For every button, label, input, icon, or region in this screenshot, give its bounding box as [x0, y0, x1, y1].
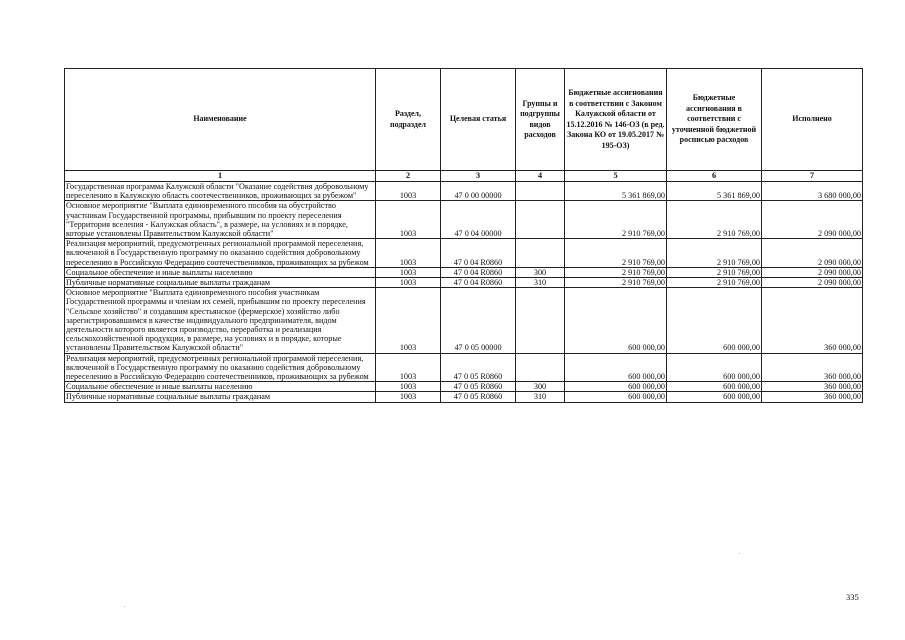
column-number: 4	[516, 171, 565, 182]
scan-speck	[739, 553, 740, 554]
row-target-article: 47 0 04 R0860	[441, 278, 516, 288]
page-number: 335	[846, 592, 859, 602]
row-name: Социальное обеспечение и иные выплаты населению	[65, 382, 376, 392]
row-executed: 360 000,00	[762, 392, 863, 402]
row-name: Государственная программа Калужской области "Оказание содействия добровольному переселению в Калужскую область соотечественников, проживающих за рубежом"	[65, 182, 376, 201]
row-executed: 2 090 000,00	[762, 278, 863, 288]
scan-speck	[124, 606, 125, 607]
row-expense-group: 310	[516, 392, 565, 402]
row-target-article: 47 0 05 R0860	[441, 353, 516, 382]
header-budget-refined: Бюджетные ассигнования в соответствии с уточненной бюджетной росписью расходов	[667, 69, 762, 171]
row-budget-refined: 600 000,00	[667, 288, 762, 353]
column-number: 2	[376, 171, 441, 182]
row-section: 1003	[376, 288, 441, 353]
row-section: 1003	[376, 201, 441, 239]
row-name: Публичные нормативные социальные выплаты гражданам	[65, 392, 376, 402]
row-expense-group: 300	[516, 267, 565, 277]
budget-table	[64, 68, 863, 403]
row-budget-refined: 2 910 769,00	[667, 267, 762, 277]
table-row	[65, 353, 863, 382]
table-row	[65, 392, 863, 402]
row-section: 1003	[376, 392, 441, 402]
row-name: Основное мероприятие "Выплата единовременного пособия на обустройство участникам Государственной программы, прибывшим по проекту переселения "Территория вселения - Калужская область", в размере, на условиях и в порядке, которые установлены Правительством Калужской области"	[65, 201, 376, 239]
table-row	[65, 239, 863, 268]
column-number: 1	[65, 171, 376, 182]
row-target-article: 47 0 04 R0860	[441, 239, 516, 268]
row-budget-law: 5 361 869,00	[565, 182, 667, 201]
header-row	[65, 69, 863, 171]
table-row	[65, 182, 863, 201]
row-expense-group	[516, 239, 565, 268]
row-expense-group	[516, 201, 565, 239]
column-number-row	[65, 171, 863, 182]
row-name: Публичные нормативные социальные выплаты гражданам	[65, 278, 376, 288]
row-target-article: 47 0 05 R0860	[441, 382, 516, 392]
row-budget-refined: 600 000,00	[667, 392, 762, 402]
column-number: 7	[762, 171, 863, 182]
row-expense-group: 300	[516, 382, 565, 392]
row-name: Социальное обеспечение и иные выплаты населению	[65, 267, 376, 277]
table-row	[65, 267, 863, 277]
header-budget-law: Бюджетные ассигнования в соответствии с Законом Калужской области от 15.12.2016 № 146-ОЗ (в ред. Закона КО от 19.05.2017 № 195-ОЗ)	[565, 69, 667, 171]
row-budget-law: 2 910 769,00	[565, 239, 667, 268]
row-section: 1003	[376, 353, 441, 382]
row-executed: 360 000,00	[762, 353, 863, 382]
row-expense-group: 310	[516, 278, 565, 288]
row-budget-law: 2 910 769,00	[565, 201, 667, 239]
row-target-article: 47 0 05 00000	[441, 288, 516, 353]
row-budget-refined: 2 910 769,00	[667, 239, 762, 268]
row-budget-refined: 600 000,00	[667, 353, 762, 382]
row-name: Реализация мероприятий, предусмотренных региональной программой переселения, включенной в Государственную программу по оказанию содействия добровольному переселению в Российскую Федерацию соотечественников, проживающих за рубежом	[65, 239, 376, 268]
row-executed: 2 090 000,00	[762, 267, 863, 277]
row-section: 1003	[376, 267, 441, 277]
table-row	[65, 288, 863, 353]
row-executed: 3 680 000,00	[762, 182, 863, 201]
row-budget-law: 600 000,00	[565, 392, 667, 402]
row-budget-law: 600 000,00	[565, 288, 667, 353]
row-budget-law: 2 910 769,00	[565, 267, 667, 277]
header-target-article: Целевая статья	[441, 69, 516, 171]
table-row	[65, 382, 863, 392]
header-name: Наименование	[65, 69, 376, 171]
row-section: 1003	[376, 239, 441, 268]
row-section: 1003	[376, 182, 441, 201]
row-executed: 2 090 000,00	[762, 239, 863, 268]
column-number: 6	[667, 171, 762, 182]
row-budget-refined: 5 361 869,00	[667, 182, 762, 201]
row-executed: 2 090 000,00	[762, 201, 863, 239]
row-target-article: 47 0 00 00000	[441, 182, 516, 201]
table-row	[65, 278, 863, 288]
row-target-article: 47 0 04 R0860	[441, 267, 516, 277]
header-section: Раздел, подраздел	[376, 69, 441, 171]
row-target-article: 47 0 05 R0860	[441, 392, 516, 402]
row-budget-law: 600 000,00	[565, 353, 667, 382]
row-budget-refined: 600 000,00	[667, 382, 762, 392]
row-name: Основное мероприятие "Выплата единовременного пособия участникам Государственной программы и членам их семей, прибывшим по проекту переселения "Сельское хозяйство" и создавшим крестьянское (фермерское) хозяйство либо зарегистрировавшимся в качестве индивидуального предпринимателя, видом деятельности которого является производство, переработка и реализация сельскохозяйственной продукции, в размере, на условиях и в порядке, которые установлены Правительством Калужской области"	[65, 288, 376, 353]
column-number: 5	[565, 171, 667, 182]
header-executed: Исполнено	[762, 69, 863, 171]
row-section: 1003	[376, 382, 441, 392]
table-body	[65, 182, 863, 403]
row-executed: 360 000,00	[762, 382, 863, 392]
row-target-article: 47 0 04 00000	[441, 201, 516, 239]
row-executed: 360 000,00	[762, 288, 863, 353]
header-expense-group: Группы и подгруппы видов расходов	[516, 69, 565, 171]
column-number: 3	[441, 171, 516, 182]
row-budget-law: 600 000,00	[565, 382, 667, 392]
table-row	[65, 201, 863, 239]
row-expense-group	[516, 288, 565, 353]
row-budget-refined: 2 910 769,00	[667, 201, 762, 239]
row-expense-group	[516, 353, 565, 382]
row-budget-law: 2 910 769,00	[565, 278, 667, 288]
row-section: 1003	[376, 278, 441, 288]
row-budget-refined: 2 910 769,00	[667, 278, 762, 288]
row-name: Реализация мероприятий, предусмотренных региональной программой переселения, включенной в Государственную программу по оказанию содействия добровольному переселению в Российскую Федерацию соотечественников, проживающих за рубежом	[65, 353, 376, 382]
row-expense-group	[516, 182, 565, 201]
